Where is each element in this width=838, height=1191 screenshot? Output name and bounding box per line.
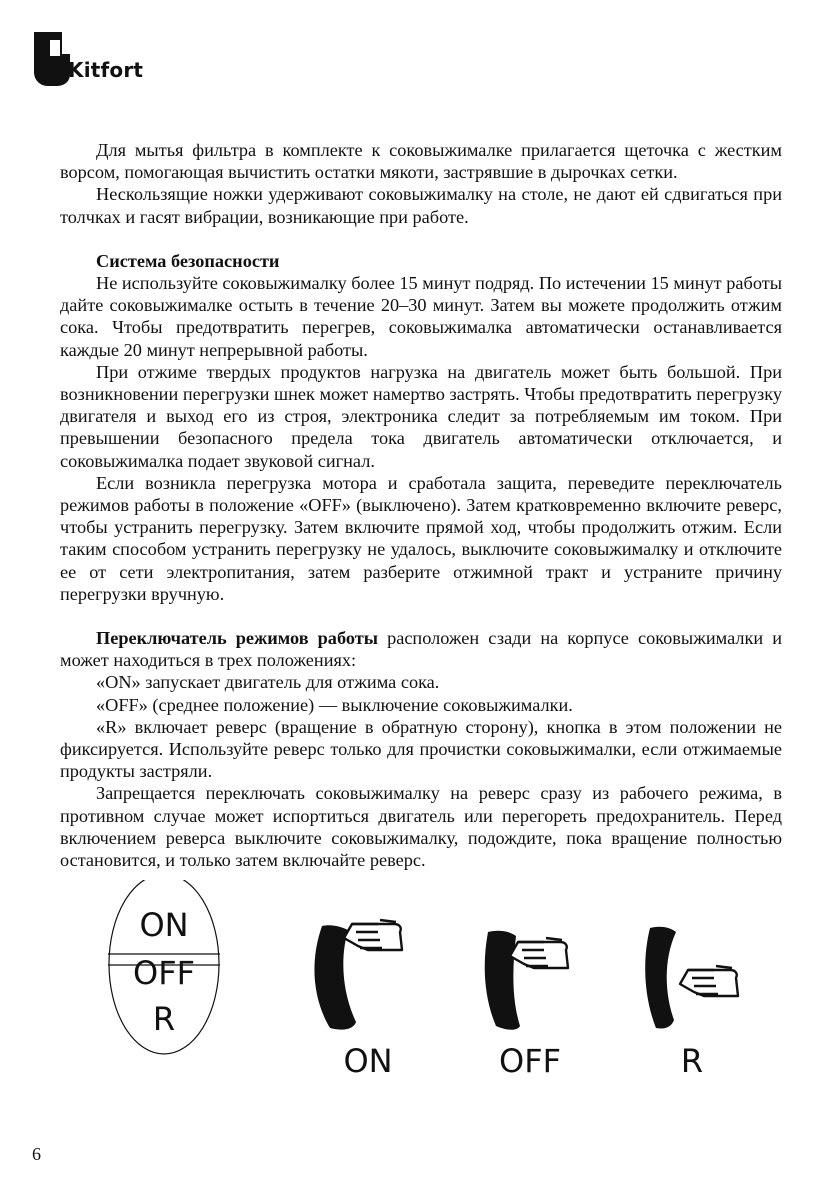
hand-pointer-off-icon (510, 938, 568, 968)
switch-positions-diagram (0, 880, 838, 1110)
paragraph-on-mode: «ON» запускает двигатель для отжима сока. (96, 672, 440, 693)
hand-pointer-on-icon (344, 920, 402, 950)
oval-label-on: ON (139, 906, 189, 944)
paragraph-overload: При отжиме твердых продуктов нагрузка на двигатель может быть большой. При возникновении перегрузки шнек может намертво застрять. Чтобы предотвратить перегрузку двигателя и выход его из строя, электроника следит за потребляемым им током. При превышении безопасного предела тока двигатель автоматически отключается, и соковыжималка подает звуковой сигнал. (60, 361, 782, 471)
mode-switch-term: Переключатель режимов работы (96, 628, 378, 649)
paragraph-reverse-warning: Запрещается переключать соковыжималку на реверс сразу из рабочего режима, в противном случае может испортиться двигатель или перегореть предохранитель. Перед включением реверса выключите соковыжималку, подождите, пока вращение полностью остановится, и только затем включайте реверс. (60, 783, 782, 871)
paragraph-off-mode: «OFF» (среднее положение) — выключение соковыжималки. (96, 694, 573, 715)
hand-pointer-r-icon (680, 966, 738, 996)
switch-position-r (645, 927, 738, 1080)
brand-name: Kitfort (68, 58, 144, 82)
switch-position-off (485, 931, 568, 1080)
rocker-r-icon (645, 927, 676, 1029)
switch-position-on (314, 920, 402, 1080)
paragraph-mode-switch (60, 627, 782, 671)
mode-switch-description: расположен сзади на корпусе соковыжималки и может находиться в трех положениях: (60, 628, 782, 671)
page-number: 6 (32, 1144, 41, 1164)
position-label-r: R (680, 1042, 704, 1080)
paragraph-filter-brush: Для мытья фильтра в комплекте к соковыжималке прилагается щеточка с жестким ворсом, помогающая вычистить остатки мякоти, застрявшие в дырочках сетки. (60, 140, 782, 183)
body-text (60, 139, 782, 871)
paragraph-reverse-mode: «R» включает реверс (вращение в обратную сторону), кнопка в этом положении не фиксируется. Используйте реверс только для прочистки соковыжималки, если отжимаемые продукты застряли. (60, 716, 782, 782)
paragraph-protection: Если возникла перегрузка мотора и сработала защита, переведите переключатель режимов работы в положение «OFF» (выключено). Затем кратковременно включите реверс, чтобы устранить перегрузку. Затем включите прямой ход, чтобы продолжить отжим. Если таким способом устранить перегрузку не удалось, выключите соковыжималку и отключите ее от сети электропитания, затем разберите отжимной тракт и устраните причину перегрузки вручную. (60, 472, 782, 604)
position-label-off: OFF (499, 1042, 561, 1080)
section-heading-safety: Система безопасности (96, 250, 280, 271)
oval-label-off: OFF (133, 954, 195, 992)
paragraph-feet: Нескользящие ножки удерживают соковыжималку на столе, не дают ей сдвигаться при толчках и гасят вибрации, возникающие при работе. (60, 184, 782, 227)
oval-label-r: R (152, 1000, 176, 1038)
paragraph-time-limit: Не используйте соковыжималку более 15 минут подряд. По истечении 15 минут работы дайте соковыжималке остыть в течение 20–30 минут. Затем вы можете продолжить отжим сока. Чтобы предотвратить перегрев, соковыжималка автоматически останавливается каждые 20 минут непрерывной работы. (60, 273, 782, 360)
switch-oval (108, 880, 220, 1054)
position-label-on: ON (343, 1042, 393, 1080)
